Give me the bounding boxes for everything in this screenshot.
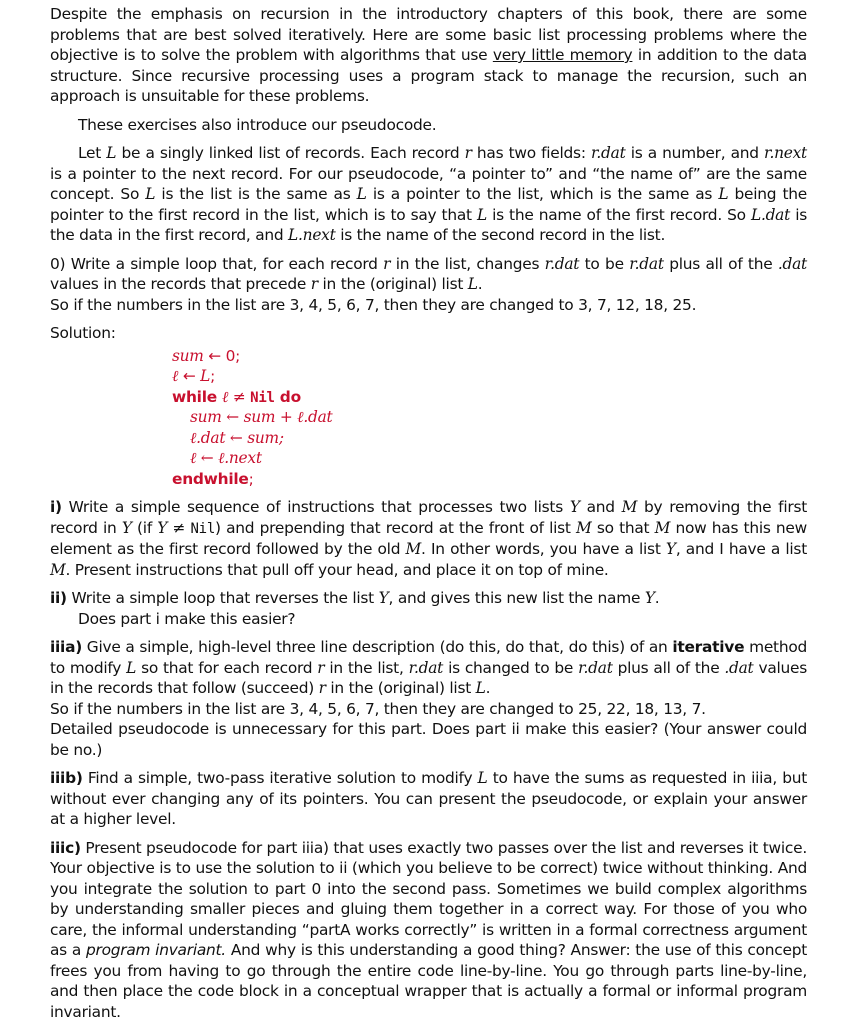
question-iiia: iiia) Give a simple, high-level three line description (do this, do that, do this) of an iterative method to modify L so that for each record r in the list, r.dat is changed to be r.dat plus all of the .dat values in the records that follow (succeed) r in the (original) list L. <box>50 638 808 697</box>
code-line: endwhile; <box>172 469 254 488</box>
pseudocode-intro: These exercises also introduce our pseudocode. <box>78 115 437 134</box>
question-0: 0) Write a simple loop that, for each record r in the list, changes r.dat to be r.dat plus all of the .dat values in the records that precede r in the (original) list L. <box>50 254 807 293</box>
question-ii-followup: Does part i make this easier? <box>78 609 296 628</box>
code-line: sum ← 0; <box>172 346 241 365</box>
pseudocode-block <box>172 346 807 490</box>
code-line: ℓ ← ℓ.next <box>190 449 262 467</box>
underlined-phrase: very little memory <box>492 46 633 64</box>
list-definition-paragraph: Let L be a singly linked list of records. Each record r has two fields: r.dat is a number, and r.next is a pointer to the next record. For our pseudocode, “a pointer to” and “the name of” are the same concept. So L is the list is the same as L is a pointer to the list, which is the same as L being the pointer to the first record in the list, which is to say that L is the name of the first record. So L.dat is the data in the first record, and L.next is the name of the second record in the list. <box>50 144 807 244</box>
code-line: ℓ ← L; <box>172 367 216 385</box>
question-i: i) Write a simple sequence of instructions that processes two lists Y and M by removing the first record in Y (if Y ≠ Nil) and prepending that record at the front of list M so that M now has this new element as the first record followed by the old M. In other words, you have a list Y, and I have a list M. Present instructions that pull off your head, and place it on top of mine. <box>50 498 807 579</box>
question-iiib: iiib) Find a simple, two-pass iterative solution to modify L to have the sums as requested in iiia, but without ever changing any of its pointers. You can present the pseudocode, or explain your answer at a higher level. <box>50 769 807 828</box>
question-iiia-note: Detailed pseudocode is unnecessary for this part. Does part ii make this easier? (Your answer could be no.) <box>50 720 807 759</box>
solution-label: Solution: <box>50 324 116 342</box>
question-0-example: So if the numbers in the list are 3, 4, 5, 6, 7, then they are changed to 3, 7, 12, 18, 25. <box>50 295 697 314</box>
intro-paragraph: Despite the emphasis on recursion in the introductory chapters of this book, there are some problems that are best solved iteratively. Here are some basic list processing problems where the objective is to solve the problem with algorithms that use very little memory in addition to the data structure. Since recursive processing uses a program stack to manage the recursion, such an approach is unsuitable for these problems. <box>50 5 807 105</box>
question-ii: ii) Write a simple loop that reverses the list Y, and gives this new list the name Y. <box>50 589 660 607</box>
code-line: ℓ.dat ← sum; <box>190 428 284 447</box>
question-iiia-example: So if the numbers in the list are 3, 4, 5, 6, 7, then they are changed to 25, 22, 18, 13, 7. <box>50 699 706 718</box>
document-page <box>50 4 807 1022</box>
code-line: while ℓ ≠ Nil do <box>172 387 301 406</box>
code-line: sum ← sum + ℓ.dat <box>190 408 333 426</box>
question-iiic: iiic) Present pseudocode for part iiia) that uses exactly two passes over the list and reverses it twice. Your objective is to use the solution to ii (which you believe to be correct) twice without thinking. And you integrate the solution to part 0 into the second pass. Sometimes we build complex algorithms by understanding smaller pieces and gluing them together in a correct way. For those of you who care, the informal understanding “partA works correctly” is written in a formal correctness argument as a program invariant. And why is this understanding a good thing? Answer: the use of this concept frees you from having to go through the entire code line-by-line. You go through parts line-by-line, and then place the code block in a conceptual wrapper that is actually a formal or informal program invariant. <box>50 838 808 1021</box>
